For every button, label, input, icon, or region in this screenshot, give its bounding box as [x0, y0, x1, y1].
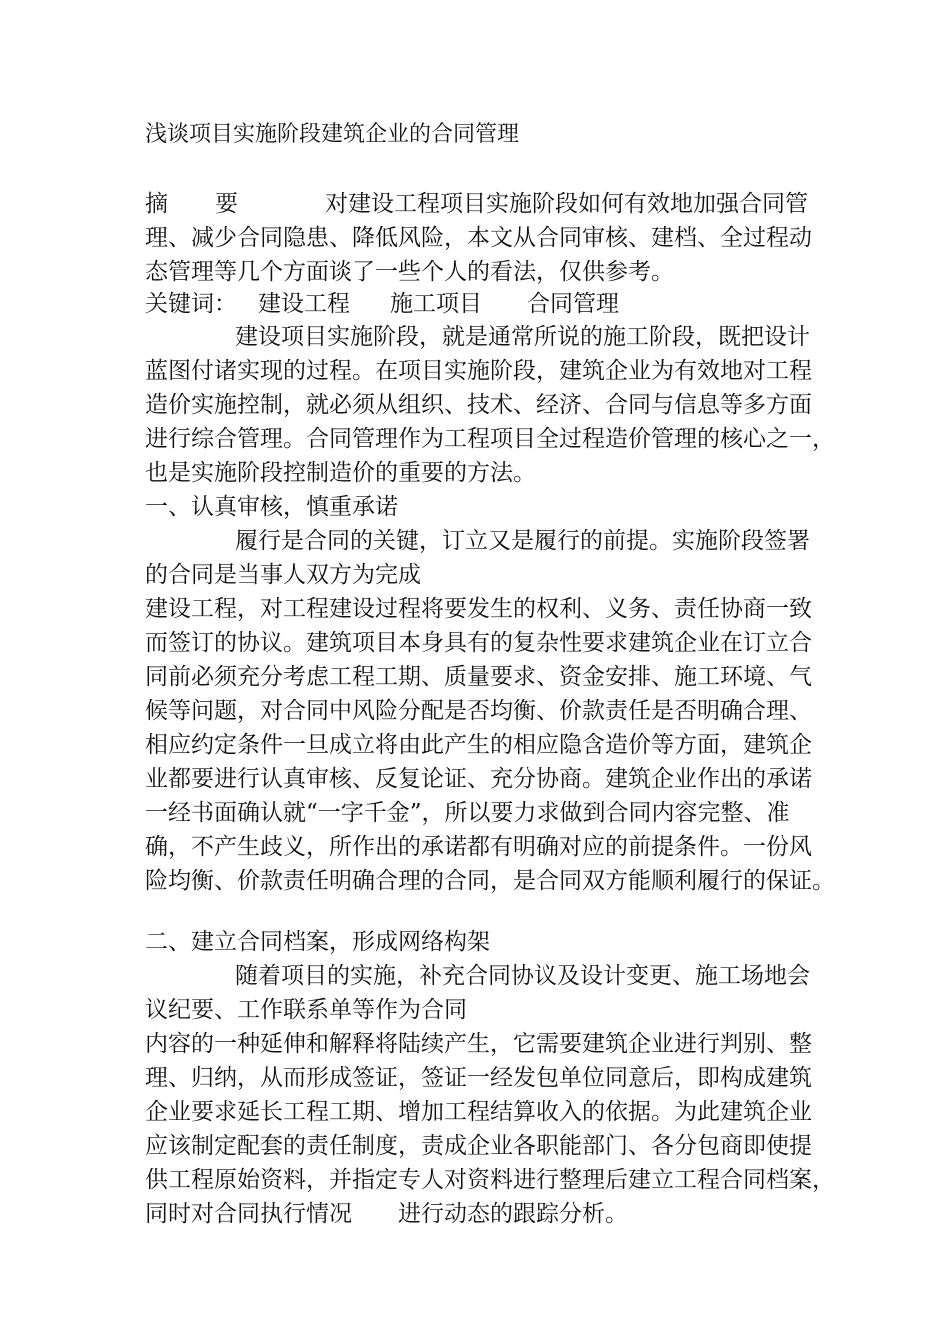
intro-line-2: 蓝图付诸实现的过程。在项目实施阶段，建筑企业为有效地对工程	[145, 358, 812, 384]
keyword-3: 合同管理	[527, 291, 619, 317]
intro-line-3: 造价实施控制，就必须从组织、技术、经济、合同与信息等多方面	[145, 392, 812, 418]
section-2-line-8-part-1: 同时对合同执行情况	[145, 1201, 352, 1227]
section-1-line-3: 建设工程，对工程建设过程将要发生的权利、义务、责任协商一致	[145, 596, 812, 622]
keyword-1: 建设工程	[258, 291, 350, 317]
section-1-line-5: 同前必须充分考虑工程工期、质量要求、资金安排、施工环境、气	[145, 664, 812, 690]
section-1-line-7: 相应约定条件一旦成立将由此产生的相应隐含造价等方面，建筑企	[145, 732, 812, 758]
section-2-line-1: 随着项目的实施，补充合同协议及设计变更、施工场地会	[235, 963, 810, 989]
abstract-label-char-1: 摘	[145, 191, 168, 217]
section-2-line-4: 理、归纳，从而形成签证，签证一经发包单位同意后，即构成建筑	[145, 1065, 812, 1091]
section-2-line-3: 内容的一种延伸和解释将陆续产生，它需要建筑企业进行判别、整	[145, 1031, 812, 1057]
intro-line-5: 也是实施阶段控制造价的重要的方法。	[145, 460, 536, 486]
section-2-line-8-part-2: 进行动态的跟踪分析。	[398, 1201, 628, 1227]
section-1-line-6: 候等问题，对合同中风险分配是否均衡、价款责任是否明确合理、	[145, 698, 812, 724]
section-2-heading: 二、建立合同档案，形成网络构架	[145, 929, 490, 955]
section-1-line-10: 确，不产生歧义，所作出的承诺都有明确对应的前提条件。一份风	[145, 834, 812, 860]
section-1-line-4: 而签订的协议。建筑项目本身具有的复杂性要求建筑企业在订立合	[145, 630, 812, 656]
keyword-2: 施工项目	[390, 291, 482, 317]
section-1-line-8: 业都要进行认真审核、反复论证、充分协商。建筑企业作出的承诺	[145, 766, 812, 792]
section-2-line-2: 议纪要、工作联系单等作为合同	[145, 997, 467, 1023]
section-1-line-2: 的合同是当事人双方为完成	[145, 562, 421, 588]
intro-line-4: 进行综合管理。合同管理作为工程项目全过程造价管理的核心之一，	[145, 426, 835, 452]
abstract-line-3: 态管理等几个方面谈了一些个人的看法，仅供参考。	[145, 259, 674, 285]
abstract-line-2: 理、减少合同隐患、降低风险，本文从合同审核、建档、全过程动	[145, 225, 812, 251]
section-1-line-1: 履行是合同的关键，订立又是履行的前提。实施阶段签署	[235, 528, 810, 554]
keywords-label: 关键词：	[145, 291, 237, 317]
section-1-line-9: 一经书面确认就“一字千金”，所以要力求做到合同内容完整、准	[145, 800, 790, 826]
document-title: 浅谈项目实施阶段建筑企业的合同管理	[145, 122, 520, 147]
section-1-line-11: 险均衡、价款责任明确合理的合同，是合同双方能顺利履行的保证。	[145, 868, 835, 894]
section-2-line-6: 应该制定配套的责任制度，责成企业各职能部门、各分包商即使提	[145, 1133, 812, 1159]
section-2-line-7: 供工程原始资料，并指定专人对资料进行整理后建立工程合同档案，	[145, 1167, 835, 1193]
section-2-line-5: 企业要求延长工程工期、增加工程结算收入的依据。为此建筑企业	[145, 1099, 812, 1125]
abstract-text: 对建设工程项目实施阶段如何有效地加强合同管	[325, 191, 808, 217]
section-1-heading: 一、认真审核，慎重承诺	[145, 494, 398, 520]
intro-line-1: 建设项目实施阶段，就是通常所说的施工阶段，既把设计	[235, 324, 810, 350]
abstract-label-char-2: 要	[215, 191, 238, 217]
